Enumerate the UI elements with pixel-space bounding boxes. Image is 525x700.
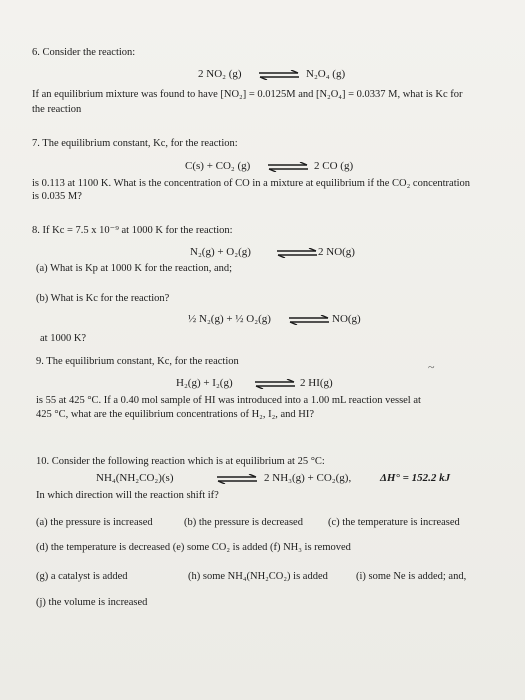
equilibrium-arrow-icon <box>258 70 300 80</box>
q9-line2: 425 °C, what are the equilibrium concentrations of H₂, I₂, and HI? <box>36 409 315 420</box>
q10-option-b: (b) the pressure is decreased <box>184 517 303 528</box>
equilibrium-arrow-icon <box>288 315 330 325</box>
pen-mark-icon: ~ <box>428 360 435 374</box>
q7-line2: is 0.035 M? <box>32 191 82 202</box>
q6-line1: If an equilibrium mixture was found to have [NO₂] = 0.0125M and [N₂O₄] = 0.0337 M, what is Kc for <box>32 89 463 100</box>
q8-part-a: (a) What is Kp at 1000 K for the reaction, and; <box>36 263 233 274</box>
q10-option-j: (j) the volume is increased <box>36 597 148 608</box>
q7-right: 2 CO (g) <box>314 160 354 172</box>
q9-title: 9. The equilibrium constant, Kc, for the reaction <box>36 356 239 367</box>
q7-title: 7. The equilibrium constant, Kc, for the reaction: <box>32 138 238 149</box>
q6-title: 6. Consider the reaction: <box>32 47 136 58</box>
q10-option-i: (i) some Ne is added; and, <box>356 571 467 582</box>
q9-line1: is 55 at 425 °C. If a 0.40 mol sample of HI was introduced into a 1.00 mL reaction vessel at <box>36 395 421 406</box>
q6-right: N₂O₄ (g) <box>306 68 346 80</box>
q10-option-h: (h) some NH₄(NH₂CO₂) is added <box>188 571 328 582</box>
q8-right: 2 NO(g) <box>318 246 355 258</box>
q10-option-g: (g) a catalyst is added <box>36 571 128 582</box>
q6-left: 2 NO₂ (g) <box>198 68 242 80</box>
q10-right: 2 NH₃(g) + CO₂(g), <box>264 472 352 484</box>
q8-tail: at 1000 K? <box>40 333 87 344</box>
equilibrium-arrow-icon <box>216 474 258 484</box>
q9-right: 2 HI(g) <box>300 377 333 389</box>
equilibrium-arrow-icon <box>254 379 296 389</box>
q10-option-c: (c) the temperature is increased <box>328 517 460 528</box>
q8-left2: ½ N₂(g) + ½ O₂(g) <box>188 313 271 325</box>
q7-left: C(s) + CO₂ (g) <box>185 160 251 172</box>
q6-line2: the reaction <box>32 104 82 115</box>
q10-question: In which direction will the reaction shift if? <box>36 490 219 501</box>
q10-enthalpy: ΔH° = 152.2 kJ <box>380 472 451 484</box>
q8-part-b: (b) What is Kc for the reaction? <box>36 293 170 304</box>
q8-right2: NO(g) <box>332 313 361 325</box>
q10-options-def: (d) the temperature is decreased (e) some CO₂ is added (f) NH₃ is removed <box>36 542 351 553</box>
q10-left: NH₄(NH₂CO₂)(s) <box>96 472 174 484</box>
equilibrium-arrow-icon <box>276 248 318 258</box>
q8-title: 8. If Kc = 7.5 x 10⁻⁹ at 1000 K for the reaction: <box>32 225 233 236</box>
q7-line1: is 0.113 at 1100 K. What is the concentration of CO in a mixture at equilibrium if the CO₂ concentration <box>32 178 471 189</box>
equilibrium-arrow-icon <box>267 162 309 172</box>
q9-left: H₂(g) + I₂(g) <box>176 377 233 389</box>
q8-left: N₂(g) + O₂(g) <box>190 246 251 258</box>
q10-option-a: (a) the pressure is increased <box>36 517 153 528</box>
q10-title: 10. Consider the following reaction which is at equilibrium at 25 °C: <box>36 456 325 467</box>
